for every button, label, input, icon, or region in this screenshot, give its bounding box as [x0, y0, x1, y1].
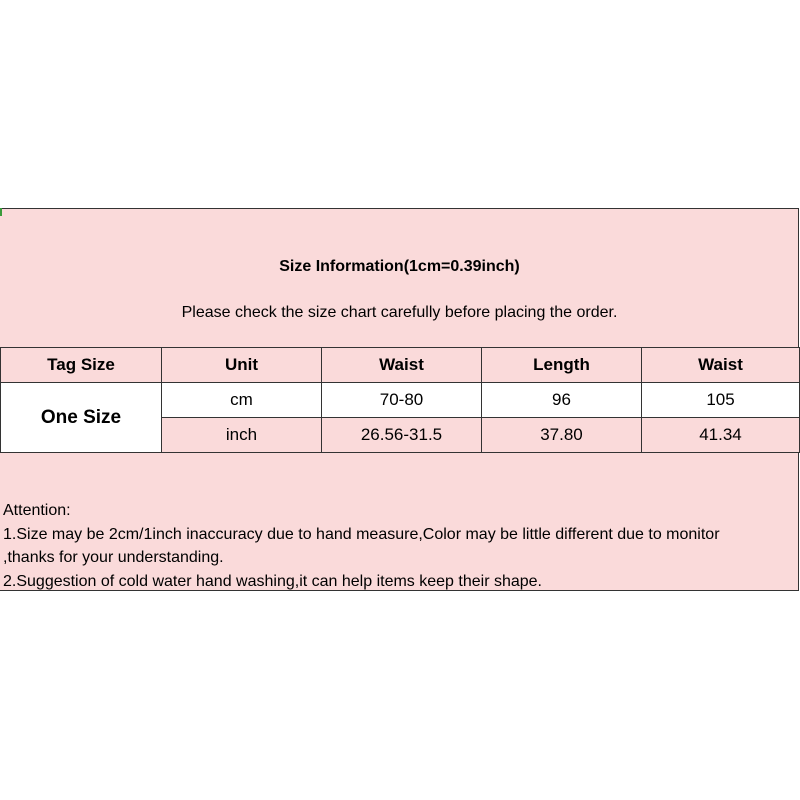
size-table: [0, 347, 800, 453]
waist-cell: 26.56-31.5: [322, 418, 482, 453]
waist-cell: 70-80: [322, 383, 482, 418]
attention-line: 2.Suggestion of cold water hand washing,it can help items keep their shape.: [3, 572, 542, 590]
unit-cell: inch: [162, 418, 322, 453]
table-row: [1, 383, 800, 418]
column-header-waist-2: Waist: [642, 348, 800, 383]
column-header-length: Length: [482, 348, 642, 383]
column-header-unit: Unit: [162, 348, 322, 383]
length-cell: 37.80: [482, 418, 642, 453]
table-header-row: [1, 348, 800, 383]
waist-2-cell: 105: [642, 383, 800, 418]
attention-heading: Attention:: [3, 502, 71, 519]
column-header-tag-size: Tag Size: [1, 348, 162, 383]
column-header-waist: Waist: [322, 348, 482, 383]
corner-marker: [0, 208, 2, 216]
length-cell: 96: [482, 383, 642, 418]
chart-subtitle: Please check the size chart carefully before placing the order.: [181, 304, 618, 321]
attention-line: ,thanks for your understanding.: [3, 549, 224, 566]
waist-2-cell: 41.34: [642, 418, 800, 453]
attention-line: 1.Size may be 2cm/1inch inaccuracy due to hand measure,Color may be little different due to monitor: [3, 525, 720, 543]
tag-size-cell: One Size: [1, 383, 162, 453]
unit-cell: cm: [162, 383, 322, 418]
attention-notes: [3, 499, 799, 593]
chart-title: Size Information(1cm=0.39inch): [279, 258, 520, 275]
size-chart-panel: [0, 208, 799, 591]
